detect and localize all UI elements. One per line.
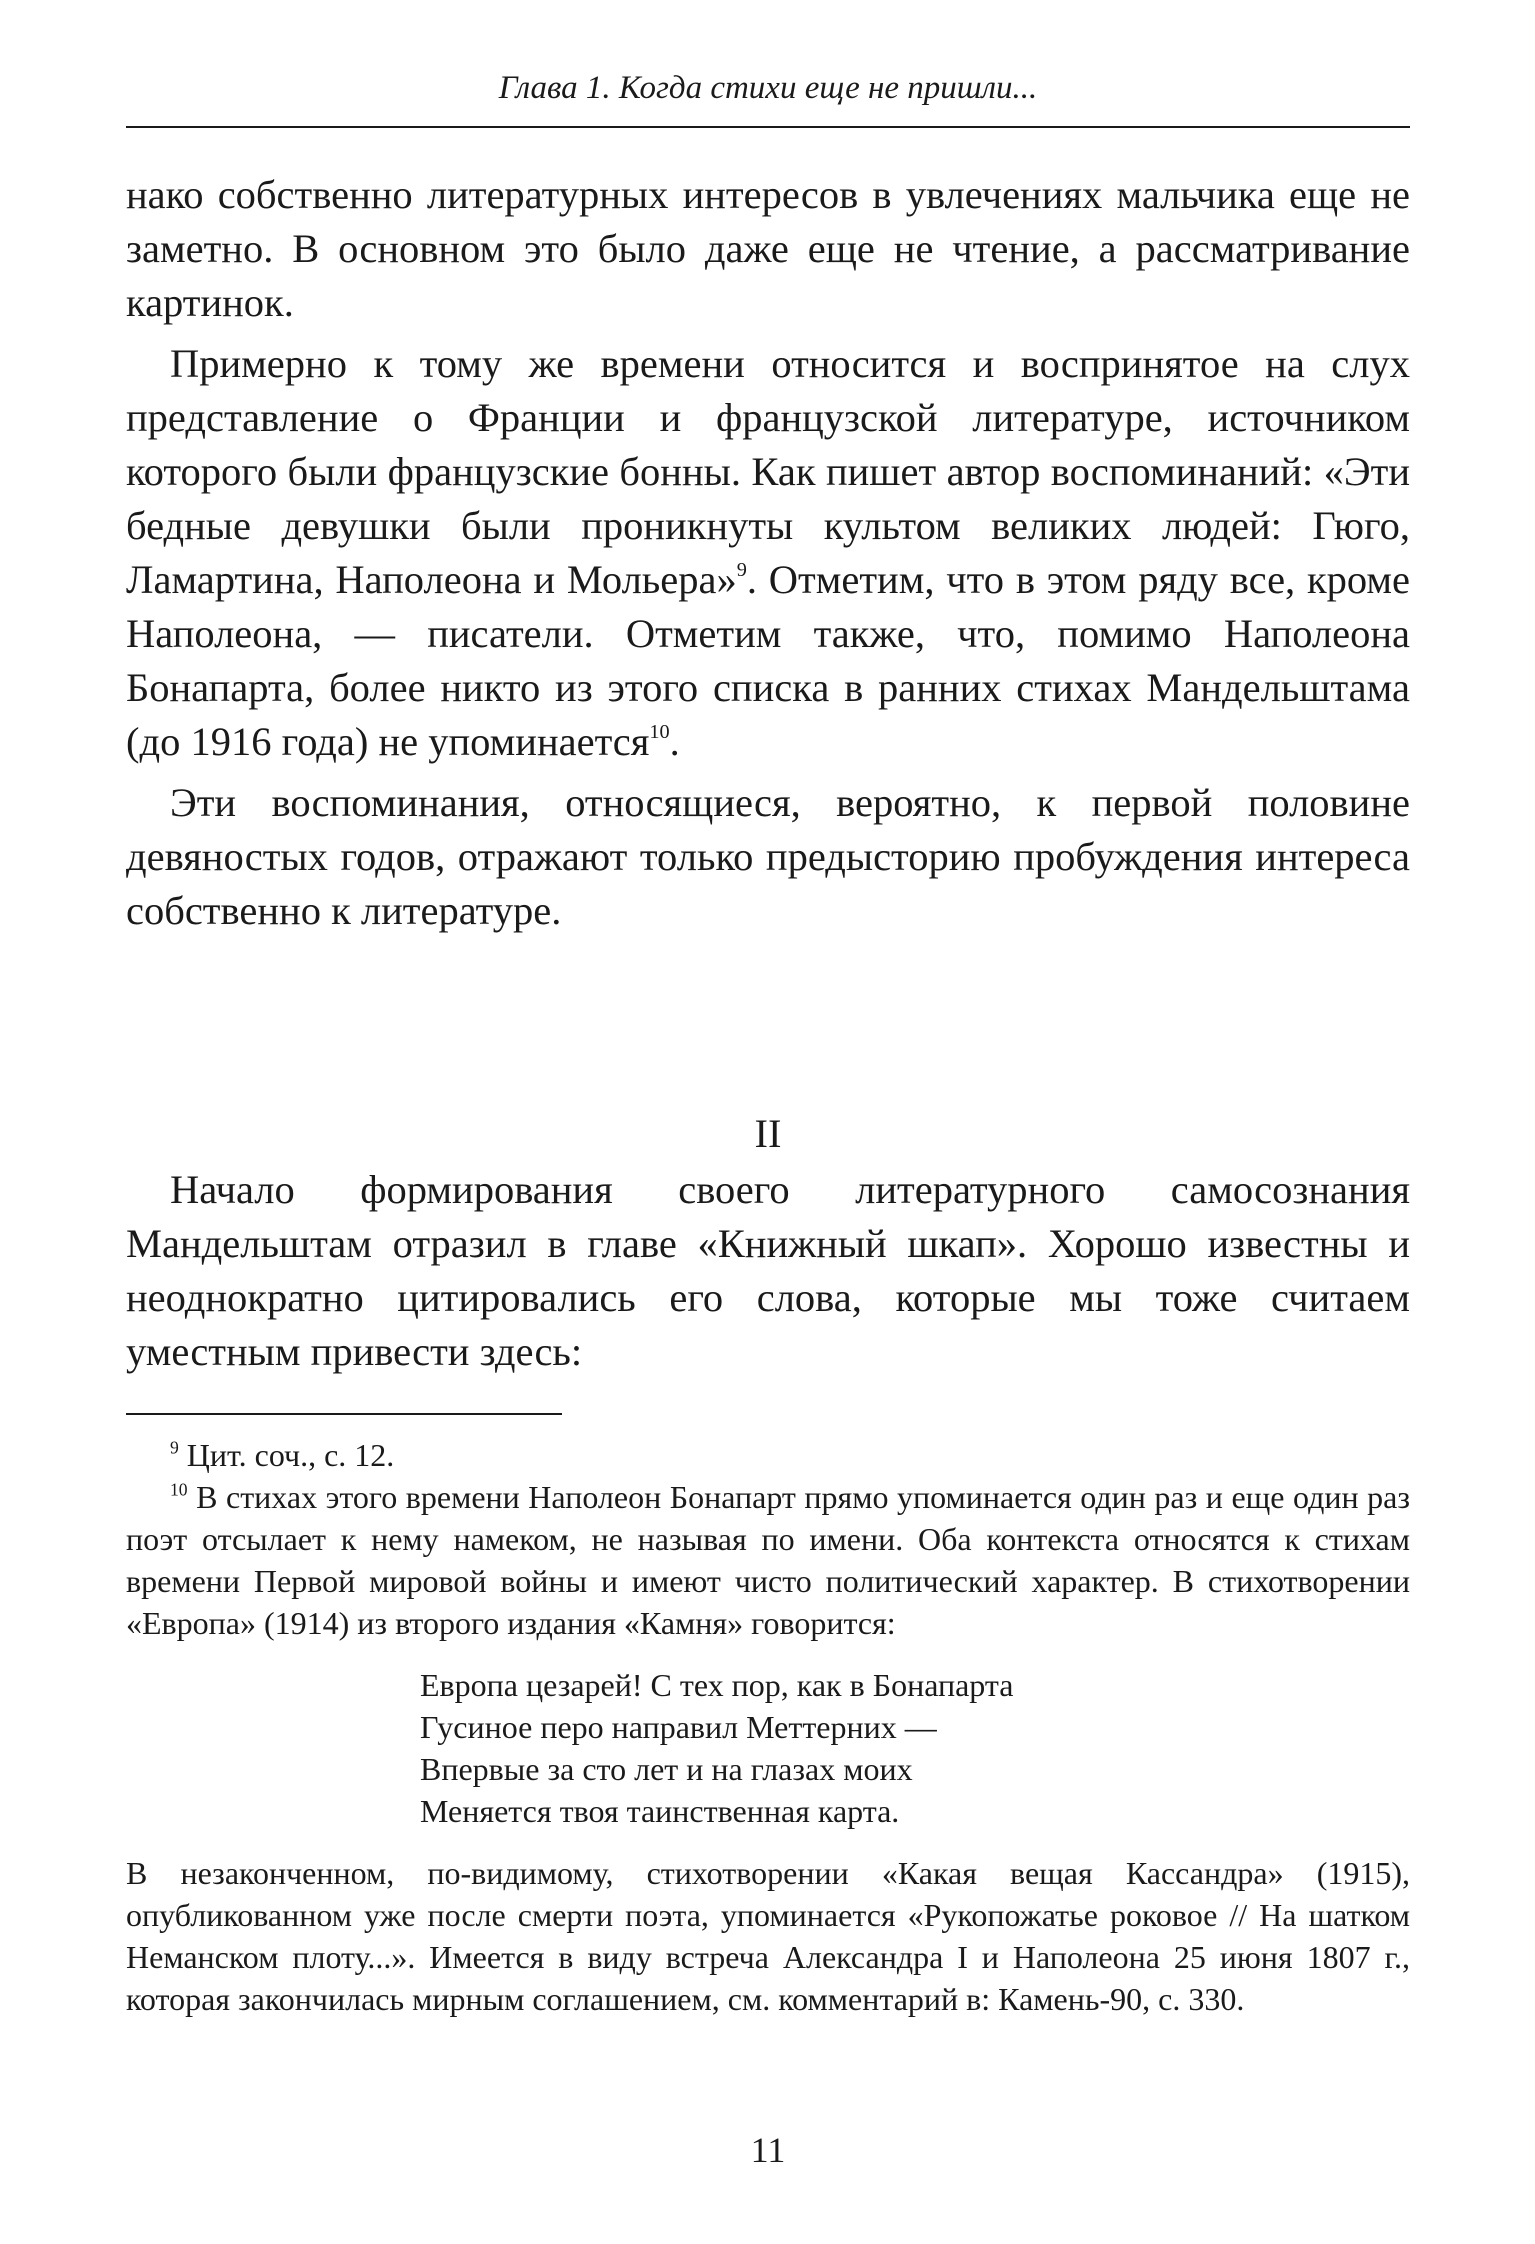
footnotes — [126, 1434, 1410, 2020]
running-head: Глава 1. Когда стихи еще не пришли... — [498, 70, 1038, 106]
footnote-mark: 10 — [170, 1479, 188, 1500]
poem-line: Меняется твоя таинственная карта. — [420, 1793, 900, 1829]
poem-line: Впервые за сто лет и на глазах моих — [420, 1751, 913, 1787]
footnote-text: Цит. соч., с. 12. — [178, 1437, 395, 1473]
poem-line: Европа цезарей! С тех пор, как в Бонапарта — [420, 1667, 1014, 1703]
section-text — [126, 1163, 1410, 1379]
header-rule — [126, 126, 1410, 128]
footnote-ref-10[interactable]: 10 — [649, 720, 670, 743]
poem-quote — [420, 1664, 1410, 1832]
paragraph-text: . — [669, 719, 680, 764]
paragraph-bookcase: Начало формирования своего литературного самосознания Мандельштам отразил в главе «Книжный шкап». Хорошо известны и неоднократно цитировались его слова, которые мы тоже считаем уместным привести здесь: — [126, 1167, 1410, 1374]
book-page — [126, 0, 1410, 2244]
footnote-rule — [126, 1413, 562, 1415]
section-heading: II — [754, 1111, 782, 1156]
page-number: 11 — [750, 2130, 786, 2170]
footnote-text: В стихах этого времени Наполеон Бонапарт прямо упоминается один раз и еще один раз поэт отсылает к нему намеком, не называя по имени. Оба контекста относятся к стихам времени Первой мировой войны и имеют чисто политический характер. В стихотворении «Европа» (1914) из второго издания «Камня» говорится: — [126, 1479, 1410, 1641]
main-text — [126, 168, 1410, 938]
paragraph-text: . Отметим, что в этом ряду все, кроме Наполеона, — писатели. Отметим также, что, помимо Наполеона Бонапарта, более никто из этого списка в ранних стихах Мандельштама (до 1916 года) не упоминается — [126, 557, 1410, 764]
footnote-10 — [126, 1476, 1410, 1644]
paragraph-memoirs: Эти воспоминания, относящиеся, вероятно, к первой половине девяностых годов, отражают только предысторию пробуждения интереса собственно к литературе. — [126, 780, 1410, 933]
paragraph-french-governesses — [126, 337, 1410, 769]
footnote-mark: 9 — [170, 1437, 179, 1458]
footnote-9 — [126, 1434, 1410, 1476]
poem-line: Гусиное перо направил Меттерних — — [420, 1709, 937, 1745]
paragraph-continued: нако собственно литературных интересов в увлечениях мальчика еще не заметно. В основном это было даже еще не чтение, а рассматривание картинок. — [126, 172, 1410, 325]
paragraph-text: Примерно к тому же времени относится и воспринятое на слух представление о Франции и французской литературе, источником которого были французские бонны. Как пишет автор воспоминаний: «Эти бедные девушки были проникнуты культом великих людей: Гюго, Ламартина, Наполеона и Мольера» — [126, 341, 1410, 602]
footnote-ref-9[interactable]: 9 — [736, 558, 747, 581]
footnote-10-continuation: В незаконченном, по-видимому, стихотворении «Какая вещая Кассандра» (1915), опубликованном уже после смерти поэта, упоминается «Рукопожатье роковое // На шатком Неманском плоту...». Имеется в виду встреча Александра I и Наполеона 25 июня 1807 г., которая закончилась мирным соглашением, см. комментарий в: Камень-90, с. 330. — [126, 1855, 1410, 2017]
